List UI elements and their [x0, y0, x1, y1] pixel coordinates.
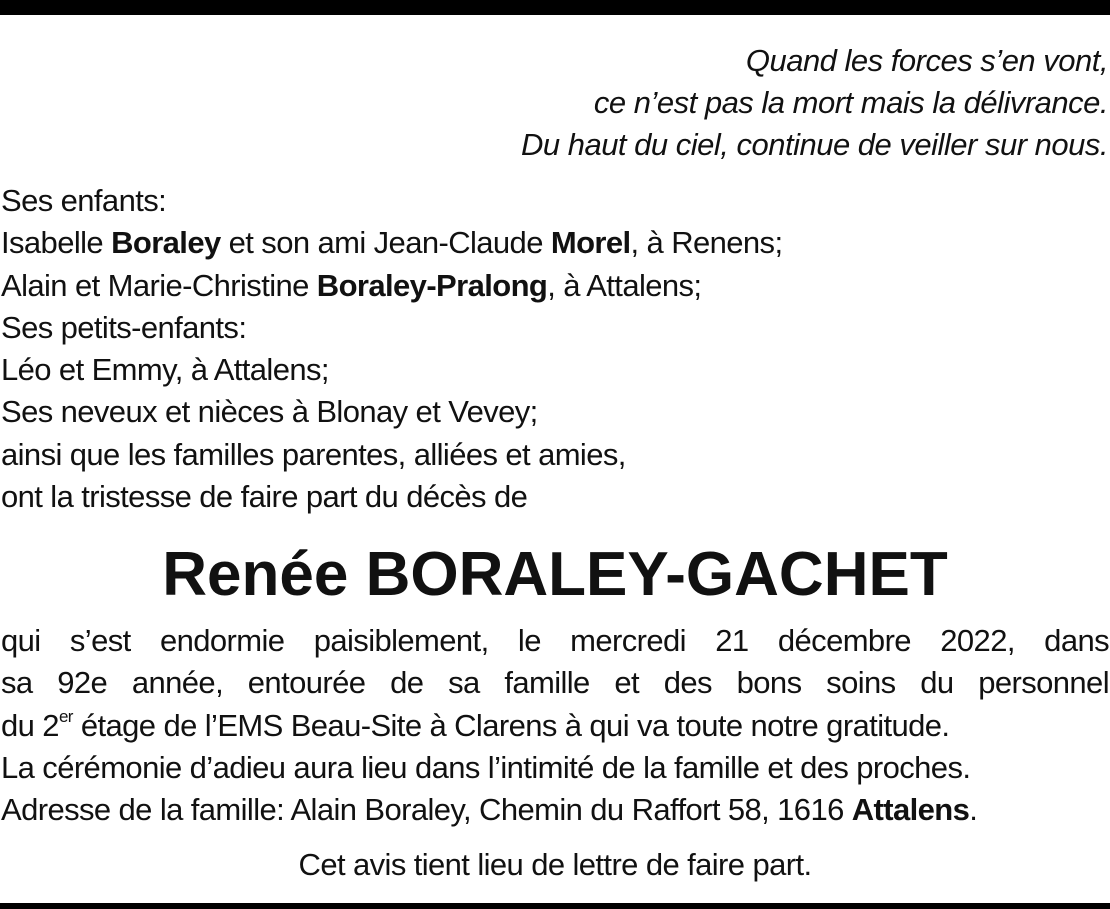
closing-note: Cet avis tient lieu de lettre de faire part. [298, 847, 812, 882]
relatives: ainsi que les familles parentes, alliées et amies, [1, 436, 626, 472]
poem-line-1: Quand les forces s’en vont, [745, 43, 1108, 78]
child-1-place: , à Renens; [630, 225, 783, 261]
bottom-border-rule [0, 903, 1110, 909]
child-1-partner-surname: Morel [550, 225, 631, 261]
details-line-3-end: étage de l’EMS Beau-Site à Clarens à qui va toute notre gratitude. [72, 707, 950, 743]
ordinal-superscript: er [58, 707, 73, 727]
address-suffix: . [969, 792, 978, 828]
child-1-partner: et son ami Jean-Claude [220, 225, 551, 261]
poem-line-2: ce n’est pas la mort mais la délivrance. [593, 85, 1108, 120]
child-2-place: , à Attalens; [547, 267, 702, 303]
details-line-3 [1, 705, 1109, 747]
details-line-3-start: du 2 [1, 707, 59, 743]
address-text: Adresse de la famille: Alain Boraley, Chemin du Raffort 58, 1616 [1, 792, 852, 828]
ceremony-info: La cérémonie d’adieu aura lieu dans l’intimité de la famille et des proches. [1, 749, 971, 785]
poem-line-3: Du haut du ciel, continue de veiller sur nous. [520, 127, 1108, 162]
family-address [1, 789, 1109, 831]
child-1-first-name: Isabelle [1, 225, 112, 261]
address-town: Attalens [851, 792, 970, 828]
child-2-first-names: Alain et Marie-Christine [1, 267, 317, 303]
top-border-rule [0, 0, 1110, 15]
death-details [1, 620, 1109, 831]
grandchildren: Léo et Emmy, à Attalens; [1, 352, 329, 388]
family-list [1, 180, 782, 518]
details-line-2: sa 92e année, entourée de sa famille et des bons soins du personnel [1, 665, 1109, 701]
grandchildren-heading: Ses petits-enfants: [1, 309, 247, 345]
details-line-1: qui s’est endormie paisiblement, le mercredi 21 décembre 2022, dans [1, 623, 1109, 658]
child-2 [1, 265, 782, 307]
nephews-nieces: Ses neveux et nièces à Blonay et Vevey; [1, 394, 538, 430]
epigraph-poem [521, 40, 1108, 166]
children-heading: Ses enfants: [1, 183, 167, 218]
announcement: ont la tristesse de faire part du décès de [1, 479, 528, 515]
child-1 [1, 222, 782, 264]
child-2-surname: Boraley-Pralong [316, 267, 548, 303]
deceased-name: Renée BORALEY-GACHET [162, 540, 948, 609]
child-1-surname: Boraley [111, 225, 221, 261]
